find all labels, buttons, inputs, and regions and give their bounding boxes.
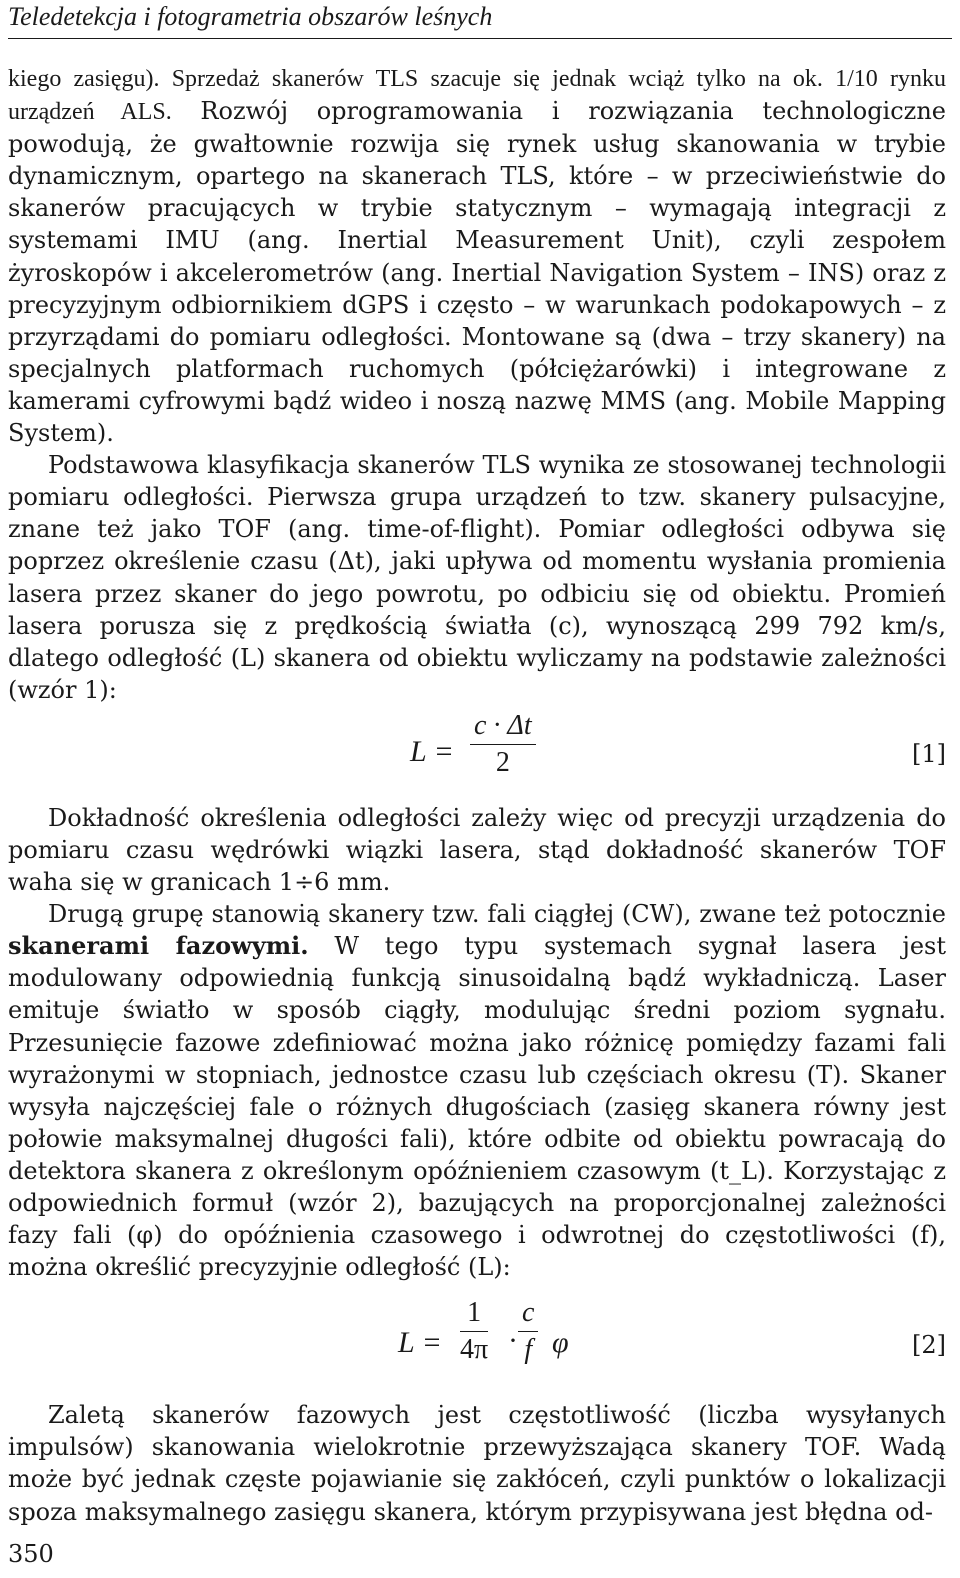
paragraph-1-rest: Rozwój oprogramowania i rozwiązania technologiczne powodują, że gwałtownie rozwija się rynek usług skanowania w trybie dynamicznym, opartego na skanerach TLS, które – w przeciwieństwie do skanerów pracujących w trybie statycznym – wymagają integracji z systemami IMU (ang. Inertial Measurement Unit), czyli zespołem żyroskopów i akcelerometrów (ang. Inertial Navigation System – INS) oraz z precyzyjnym odbiornikiem dGPS i często – w warunkach podokapowych – z przyrządami do pomiaru odległości. Montowane są (dwa – trzy skanery) na specjalnych platformach ruchomych (półciężarówki) i integrowane z kamerami cyfrowymi bądź wideo i noszą nazwę MMS (ang. Mobile Mapping System).	[8, 97, 946, 448]
equation-2-lhs: L =	[398, 1326, 442, 1360]
equation-2-denominator-1: 4π	[460, 1334, 489, 1366]
paragraph-4	[8, 898, 946, 1283]
equation-2-label: [2]	[912, 1331, 946, 1360]
paragraph-2: Podstawowa klasyfikacja skanerów TLS wynika ze stosowanej technologii pomiaru odległości. Pierwsza grupa urządzeń to tzw. skanery pulsacyjne, znane też jako TOF (ang. time-of-flight). Pomiar odległości odbywa się poprzez określenie czasu (Δt), jaki upływa od momentu wysłania promienia lasera przez skaner do jego powrotu, po odbiciu się od obiektu. Promień lasera porusza się z prędkością światła (c), wynoszącą 299 792 km/s, dlatego odległość (L) skanera od obiektu wyliczamy na podstawie zależności (wzór 1):	[8, 451, 946, 704]
equation-2-fraction-1	[460, 1297, 488, 1366]
paragraph-3: Dokładność określenia odległości zależy więc od precyzji urządzenia do pomiaru czasu wędrówki wiązki lasera, stąd dokładność skanerów TOF waha się w granicach 1÷6 mm.	[8, 803, 946, 897]
equation-1-denominator: 2	[495, 746, 510, 778]
paragraph-5: Zaletą skanerów fazowych jest częstotliwość (liczba wysyłanych impulsów) skanowania wielokrotnie przewyższająca skanery TOF. Wadą może być jednak częste pojawianie się zakłóceń, czyli punktów o lokalizacji spoza maksymalnego zasięgu skanera, którym przypisywana jest błędna od-	[8, 1401, 946, 1526]
article-body	[8, 62, 946, 1528]
paragraph-4-start: Drugą grupę stanowią skanery tzw. fali ciągłej (CW), zwane też potocznie	[48, 900, 946, 929]
equation-1-fraction	[470, 710, 536, 779]
equation-2-denominator-2: f	[524, 1334, 533, 1366]
paragraph-4-rest: W tego typu systemach sygnał lasera jest modulowany odpowiednią funkcją sinusoidalną bądź wykładniczą. Laser emituje światło w sposób ciągły, modulując średni poziom sygnału. Przesunięcie fazowe zdefiniować można jako różnicę pomiędzy fazami fali wyrażonymi w stopniach, jednostce czasu lub częściach okresu (T). Skaner wysyła najczęściej fale o różnych długościach (zasięg skanera równy jest połowie maksymalnej długości fali), które odbite od obiektu powracają do detektora skanera z określonym opóźnieniem czasowym (t_L). Korzystając z odpowiednich formuł (wzór 2), bazujących na proporcjonalnej zależności fazy fali (φ) do opóźnienia czasowego i odwrotnej do częstotliwości (f), można określić precyzyjnie odległość (L):	[8, 932, 946, 1282]
paragraph-1	[8, 62, 946, 449]
equation-2-numerator-1: 1	[460, 1297, 488, 1332]
equation-2	[8, 1291, 946, 1399]
equation-2-numerator-2: c	[518, 1297, 538, 1332]
equation-2-dot: ·	[508, 1324, 518, 1358]
equation-2-fraction-2	[518, 1297, 538, 1366]
paragraph-1-lead: kiego zasięgu). Sprzedaż skanerów TLS szacuje się jednak wciąż tylko na ok. 1/10 rynku urządzeń ALS.	[8, 66, 946, 126]
equation-1-lhs: L =	[410, 734, 454, 768]
running-header	[8, 2, 952, 39]
equation-1	[8, 706, 946, 802]
equation-1-numerator: c · Δt	[470, 710, 536, 745]
equation-1-label: [1]	[912, 739, 946, 768]
page-number: 350	[8, 1540, 54, 1568]
paragraph-4-bold-term: skanerami fazowymi.	[8, 931, 309, 961]
equation-2-phi: φ	[552, 1326, 569, 1360]
running-header-title: Teledetekcja i fotogrametria obszarów leśnych	[8, 2, 493, 31]
